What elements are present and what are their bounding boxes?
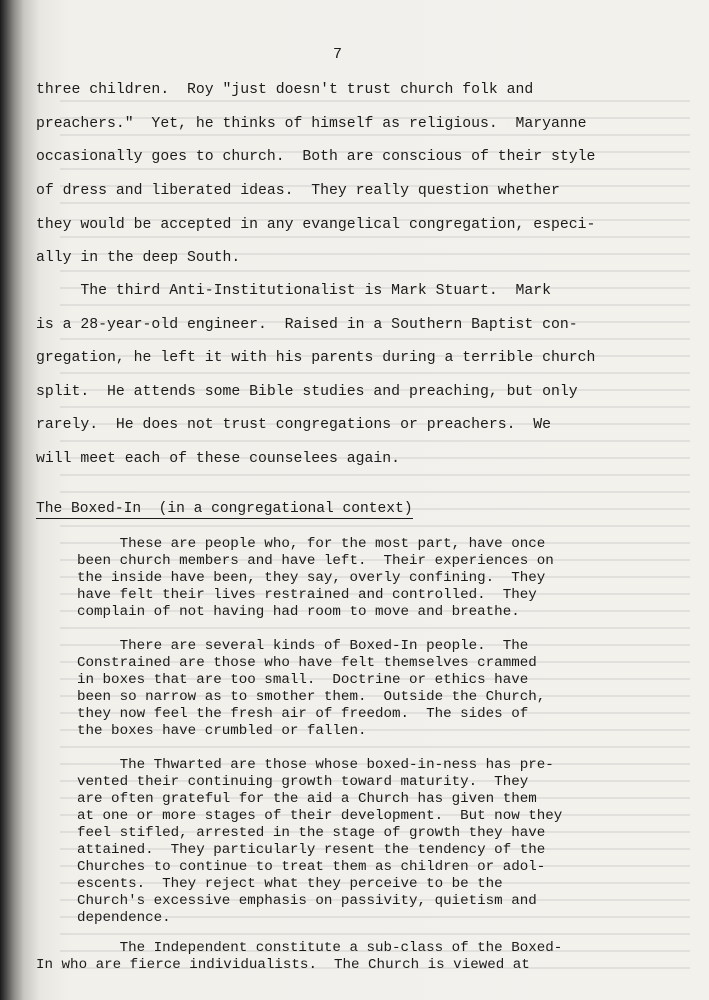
text-line: ally in the deep South. [36, 250, 241, 266]
text-line: Church's excessive emphasis on passivity, quietism and [77, 893, 537, 909]
text-line: The third Anti-Institutionalist is Mark Stuart. Mark [36, 283, 552, 299]
text-line: will meet each of these counselees again. [36, 451, 401, 467]
text-line: gregation, he left it with his parents during a terrible church [36, 350, 596, 366]
text-line: The Thwarted are those whose boxed-in-ness has pre- [77, 757, 554, 773]
text-line: they now feel the fresh air of freedom. The sides of [77, 706, 529, 722]
text-line: in boxes that are too small. Doctrine or ethics have [77, 672, 529, 688]
text-line: are often grateful for the aid a Church has given them [77, 791, 537, 807]
text-line: feel stifled, arrested in the stage of growth they have [77, 825, 546, 841]
page-number: 7 [333, 46, 343, 63]
text-line: of dress and liberated ideas. They really question whether [36, 183, 560, 199]
text-line: Churches to continue to treat them as children or adol- [77, 859, 546, 875]
text-line: dependence. [77, 910, 171, 926]
text-line: There are several kinds of Boxed-In people. The [77, 638, 529, 654]
text-line: have felt their lives restrained and controlled. They [77, 587, 537, 603]
section-heading: The Boxed-In (in a congregational context) [36, 501, 413, 517]
text-line: three children. Roy "just doesn't trust church folk and [36, 82, 534, 98]
text-line: split. He attends some Bible studies and preaching, but only [36, 384, 578, 400]
text-line: occasionally goes to church. Both are conscious of their style [36, 149, 596, 165]
text-line: at one or more stages of their development. But now they [77, 808, 563, 824]
text-line: These are people who, for the most part, have once [77, 536, 546, 552]
text-line: The Independent constitute a sub-class of the Boxed- [77, 940, 563, 956]
text-line: escents. They reject what they perceive to be the [77, 876, 503, 892]
text-line: preachers." Yet, he thinks of himself as religious. Maryanne [36, 116, 587, 132]
text-line: In who are fierce individualists. The Church is viewed at [36, 957, 530, 973]
text-line: the boxes have crumbled or fallen. [77, 723, 367, 739]
text-line: complain of not having had room to move and breathe. [77, 604, 520, 620]
text-line: is a 28-year-old engineer. Raised in a Southern Baptist con- [36, 317, 578, 333]
text-line: been church members and have left. Their experiences on [77, 553, 554, 569]
text-line: rarely. He does not trust congregations or preachers. We [36, 417, 552, 433]
text-line: been so narrow as to smother them. Outside the Church, [77, 689, 546, 705]
text-line: they would be accepted in any evangelical congregation, especi- [36, 217, 596, 233]
text-line: vented their continuing growth toward maturity. They [77, 774, 529, 790]
text-line: attained. They particularly resent the tendency of the [77, 842, 546, 858]
text-line: Constrained are those who have felt themselves crammed [77, 655, 537, 671]
text-line: the inside have been, they say, overly confining. They [77, 570, 546, 586]
